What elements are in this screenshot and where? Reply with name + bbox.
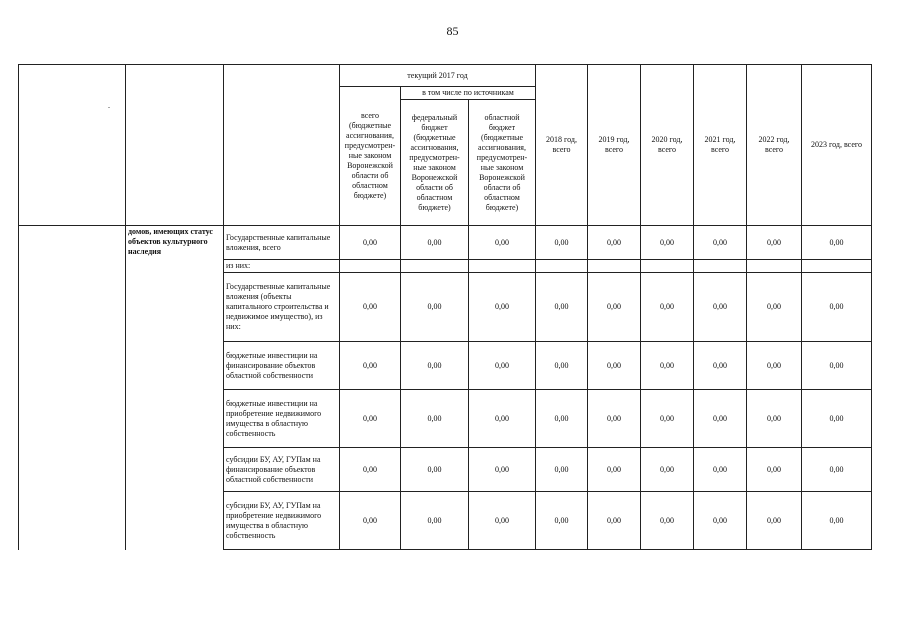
- header-blank-6: [224, 87, 340, 100]
- empty-cell: [536, 260, 588, 273]
- value-cell: 0,00: [641, 492, 694, 550]
- header-blank-8: [224, 100, 340, 226]
- row-label: Государственные капитальные вложения, всего: [224, 226, 340, 260]
- value-cell: 0,00: [694, 448, 747, 492]
- value-cell: 0,00: [340, 226, 401, 260]
- value-cell: 0,00: [536, 226, 588, 260]
- value-cell: 0,00: [641, 390, 694, 448]
- row-label: бюджетные инвестиции на финансирование объектов областной собственности: [224, 342, 340, 390]
- empty-cell: [401, 260, 469, 273]
- row-label: Государственные капитальные вложения (объекты капитального строительства и недвижимое имущество), из них:: [224, 273, 340, 342]
- row-label: бюджетные инвестиции на приобретение недвижимого имущества в областную собственность: [224, 390, 340, 448]
- value-cell: 0,00: [588, 273, 641, 342]
- value-cell: 0,00: [802, 492, 872, 550]
- empty-cell: [641, 260, 694, 273]
- value-cell: 0,00: [802, 273, 872, 342]
- value-cell: 0,00: [802, 448, 872, 492]
- value-cell: 0,00: [469, 226, 536, 260]
- header-year-2023: 2023 год, всего: [802, 65, 872, 226]
- header-federal: федеральный бюджет (бюджетные ассигнования, предусмотрен-ные законом Воронежской области об областном бюджете): [401, 100, 469, 226]
- header-dot-cell: [108, 100, 224, 226]
- value-cell: 0,00: [340, 492, 401, 550]
- empty-cell: [588, 260, 641, 273]
- value-cell: 0,00: [747, 342, 802, 390]
- header-year-2020: 2020 год, всего: [641, 65, 694, 226]
- value-cell: 0,00: [641, 226, 694, 260]
- value-cell: 0,00: [536, 273, 588, 342]
- value-cell: 0,00: [694, 492, 747, 550]
- header-current-year: текущий 2017 год: [340, 65, 536, 87]
- value-cell: 0,00: [401, 390, 469, 448]
- value-cell: 0,00: [469, 390, 536, 448]
- value-cell: 0,00: [401, 492, 469, 550]
- empty-cell: [694, 260, 747, 273]
- value-cell: 0,00: [641, 273, 694, 342]
- value-cell: 0,00: [641, 342, 694, 390]
- value-cell: 0,00: [588, 342, 641, 390]
- value-cell: 0,00: [588, 492, 641, 550]
- value-cell: 0,00: [340, 390, 401, 448]
- value-cell: 0,00: [694, 342, 747, 390]
- left-blank-column: [19, 226, 126, 550]
- header-dot: .: [108, 100, 110, 110]
- value-cell: 0,00: [536, 342, 588, 390]
- value-cell: 0,00: [747, 273, 802, 342]
- header-blank-2: [126, 65, 224, 87]
- value-cell: 0,00: [401, 273, 469, 342]
- value-cell: 0,00: [641, 448, 694, 492]
- value-cell: 0,00: [340, 342, 401, 390]
- value-cell: 0,00: [747, 448, 802, 492]
- value-cell: 0,00: [340, 448, 401, 492]
- empty-cell: [340, 260, 401, 273]
- value-cell: 0,00: [588, 448, 641, 492]
- empty-cell: [747, 260, 802, 273]
- value-cell: 0,00: [802, 342, 872, 390]
- header-blank-3: [224, 65, 340, 87]
- value-cell: 0,00: [588, 226, 641, 260]
- header-blank-5: [126, 87, 224, 100]
- value-cell: 0,00: [694, 390, 747, 448]
- value-cell: 0,00: [469, 492, 536, 550]
- empty-cell: [802, 260, 872, 273]
- header-year-2022: 2022 год, всего: [747, 65, 802, 226]
- header-year-2019: 2019 год, всего: [588, 65, 641, 226]
- value-cell: 0,00: [469, 342, 536, 390]
- row-label: из них:: [224, 260, 340, 273]
- value-cell: 0,00: [469, 273, 536, 342]
- value-cell: 0,00: [588, 390, 641, 448]
- value-cell: 0,00: [536, 390, 588, 448]
- budget-table: [18, 64, 872, 550]
- value-cell: 0,00: [747, 390, 802, 448]
- value-cell: 0,00: [340, 273, 401, 342]
- header-year-2021: 2021 год, всего: [694, 65, 747, 226]
- value-cell: 0,00: [401, 226, 469, 260]
- header-blank-1: [19, 65, 126, 87]
- value-cell: 0,00: [802, 226, 872, 260]
- header-year-2018: 2018 год, всего: [536, 65, 588, 226]
- value-cell: 0,00: [401, 448, 469, 492]
- row-label: субсидии БУ, АУ, ГУПам на финансирование объектов областной собственности: [224, 448, 340, 492]
- value-cell: 0,00: [469, 448, 536, 492]
- value-cell: 0,00: [694, 273, 747, 342]
- value-cell: 0,00: [802, 390, 872, 448]
- header-regional: областной бюджет (бюджетные ассигнования, предусмотрен-ные законом Воронежской области об областном бюджете): [469, 100, 536, 226]
- empty-cell: [469, 260, 536, 273]
- value-cell: 0,00: [694, 226, 747, 260]
- value-cell: 0,00: [401, 342, 469, 390]
- value-cell: 0,00: [747, 492, 802, 550]
- value-cell: 0,00: [536, 448, 588, 492]
- value-cell: 0,00: [536, 492, 588, 550]
- header-blank-7: [19, 100, 126, 226]
- header-blank-4: [19, 87, 126, 100]
- header-sources: в том числе по источникам: [401, 87, 536, 100]
- page-number: 85: [446, 24, 459, 38]
- row-label: субсидии БУ, АУ, ГУПам на приобретение недвижимого имущества в областную собственность: [224, 492, 340, 550]
- header-total: всего (бюджетные ассигнования, предусмотрен-ные законом Воронежской области об областном бюджете): [340, 87, 401, 226]
- object-label: домов, имеющих статус объектов культурного наследия: [126, 226, 224, 550]
- value-cell: 0,00: [747, 226, 802, 260]
